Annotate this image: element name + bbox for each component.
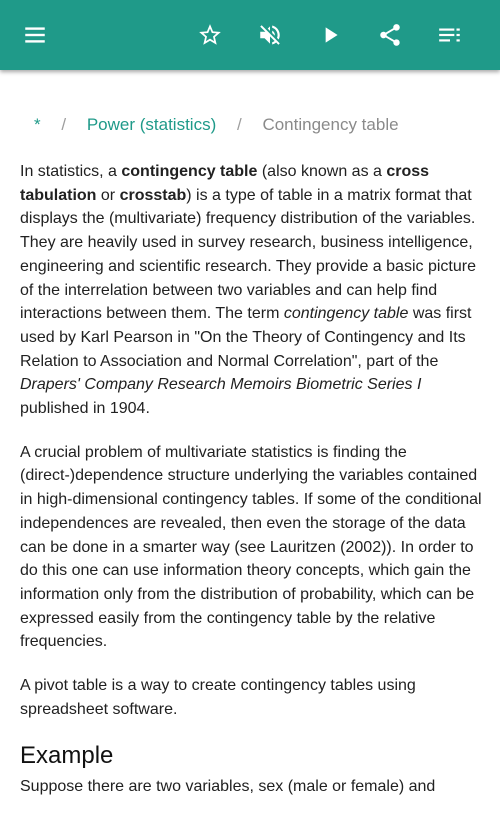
playlist-icon [437,22,463,48]
app-toolbar [0,0,500,70]
term-crosstab: crosstab [119,186,187,204]
menu-icon [22,22,48,48]
paragraph-text: ) is a type of table in a matrix format that displays the (multivariate) frequency distribution of the variables. They are heavily used in survey research, business intelligence, engineering and scientific research. They provide a basic picture of the interrelation between two variables and can help find interactions between them. The term [20,186,476,323]
share-icon [377,22,403,48]
breadcrumb-separator: / [236,115,242,134]
article-content [20,160,482,819]
share-button[interactable] [366,11,414,59]
mute-button[interactable] [246,11,294,59]
breadcrumb-home[interactable]: * [34,115,41,134]
article-paragraph: A pivot table is a way to create contingency tables using spreadsheet software. [20,677,416,718]
italic-term: contingency table [283,305,409,323]
section-heading: Example [20,742,114,770]
menu-button[interactable] [11,11,59,59]
star-outline-icon [197,22,223,48]
paragraph-text: or [96,186,120,204]
article-paragraph [20,160,482,421]
breadcrumb-separator: / [61,115,67,134]
paragraph-text: In statistics, a [20,163,122,180]
article-paragraph: A crucial problem of multivariate statistics is finding the (direct-)dependence structure underlying the variables contained in high-dimensional contingency tables. If some of the conditional independences are revealed, then even the storage of the data can be done in a smarter way (see Lauritzen (2002)). In order to do this one can use information theory concepts, which gain the information only from the distribution of probability, which can be expressed easily from the contingency table by the relative frequencies. [20,443,482,651]
play-button[interactable] [306,11,354,59]
breadcrumb-current: Contingency table [262,115,399,134]
italic-publication: Drapers' Company Research Memoirs Biometric Series I [20,376,422,394]
paragraph-text: (also known as a [257,163,387,180]
breadcrumb [34,113,399,137]
paragraph-text: published in 1904. [20,400,150,418]
term-cross-tabulation: cross tabulation [20,163,430,204]
paragraph-text: was first used by Karl Pearson in "On the Theory of Contingency and Its Relation to Association and Normal Correlation", part of the [20,305,472,370]
volume-off-icon [257,22,283,48]
bookmark-button[interactable] [186,11,234,59]
playlist-button[interactable] [426,11,474,59]
term-contingency-table: contingency table [121,163,258,180]
play-icon [317,22,343,48]
breadcrumb-parent[interactable]: Power (statistics) [86,115,217,134]
article-paragraph: Suppose there are two variables, sex (male or female) and [20,778,436,796]
